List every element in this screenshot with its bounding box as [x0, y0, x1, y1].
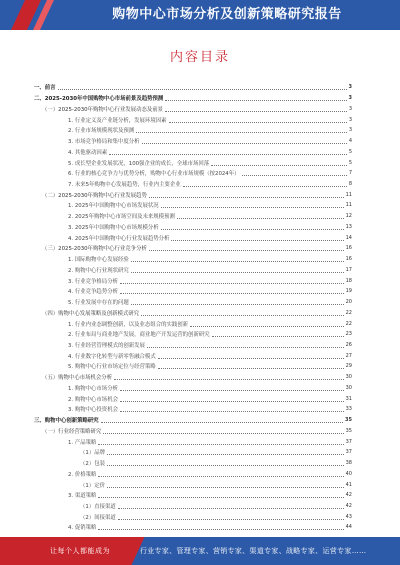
toc-entry[interactable] — [34, 318, 352, 329]
toc-entry[interactable] — [34, 479, 352, 490]
toc-entry[interactable] — [34, 415, 352, 426]
toc-entry[interactable] — [34, 243, 352, 254]
toc-entry[interactable] — [34, 404, 352, 415]
toc-entry[interactable] — [34, 286, 352, 297]
toc-entry[interactable] — [34, 511, 352, 522]
toc-entry-label: 2. 购物中心市场机会 — [68, 396, 118, 403]
toc-dot-leader — [107, 464, 344, 466]
footer-slogan-left: 让每个人都能成为 — [50, 547, 110, 555]
toc-dot-leader — [58, 88, 347, 90]
toc-entry-label: （2）包装 — [80, 461, 105, 468]
toc-entry[interactable] — [34, 189, 352, 200]
toc-dot-leader — [98, 496, 343, 498]
toc-entry-page: 40 — [345, 470, 352, 477]
toc-dot-leader — [183, 185, 347, 187]
toc-dot-leader — [131, 260, 344, 262]
toc-entry-page: 3 — [348, 105, 352, 112]
toc-entry[interactable] — [34, 146, 352, 157]
toc-entry-page: 14 — [345, 234, 352, 241]
toc-entry-label: 4. 2025年中国购物中心行业发展趋势分析 — [68, 235, 170, 242]
toc-entry-page: 42 — [345, 503, 352, 509]
toc-dot-leader — [98, 443, 343, 445]
toc-dot-leader — [120, 400, 344, 402]
toc-dot-leader — [109, 153, 347, 155]
toc-dot-leader — [101, 421, 343, 423]
toc-entry[interactable] — [34, 361, 352, 372]
toc-entry-label: 3. 行业经营管理模式的创新发展 — [68, 342, 145, 349]
toc-entry[interactable] — [34, 254, 352, 265]
toc-entry-label: 5. 成长型企业发展状况，100强企业的成长，全球市场回落 — [68, 160, 210, 167]
toc-entry-label: （二）2025-2030年购物中心行业发展趋势 — [42, 192, 147, 199]
toc-entry-page: 35 — [345, 427, 352, 434]
toc-entry-page: 16 — [345, 245, 352, 252]
toc-dot-leader — [165, 110, 347, 112]
toc-entry-label: 2. 行业市场规模现状及预测 — [68, 128, 135, 135]
toc-entry[interactable] — [34, 447, 352, 458]
toc-dot-leader — [161, 206, 344, 208]
toc-dot-leader — [131, 271, 344, 273]
toc-entry[interactable] — [34, 340, 352, 351]
toc-entry[interactable] — [34, 436, 352, 447]
toc-entry[interactable] — [34, 426, 352, 437]
toc-entry-page: 30 — [345, 384, 352, 391]
toc-entry-label: 3. 购物中心投资机会 — [68, 407, 118, 414]
toc-entry-label: 2. 购物中心行业现状研究 — [68, 267, 129, 274]
toc-entry-page: 35 — [345, 417, 352, 424]
toc-dot-leader — [118, 518, 344, 520]
toc-dot-leader — [120, 410, 344, 412]
toc-entry[interactable] — [34, 275, 352, 286]
toc-entry[interactable] — [34, 222, 352, 233]
header-banner — [0, 0, 400, 30]
toc-entry-label: 2. 行业布局与商业地产发展，商业地产开发运营的创新研究 — [68, 332, 210, 339]
toc-entry-label: （1）直接渠道 — [80, 504, 116, 510]
toc-entry-label: 2. 2025年购物中心市场空间及未来规模预测 — [68, 214, 175, 221]
toc-entry-label: （一）2025-2030年购物中心行业发展动态及前景 — [42, 106, 164, 113]
document-title: 购物中心市场分析及创新策略研究报告 — [112, 7, 342, 22]
toc-entry-page: 29 — [345, 363, 352, 370]
toc-dot-leader — [158, 357, 344, 359]
toc-entry[interactable] — [34, 168, 352, 179]
toc-dot-leader — [136, 131, 347, 133]
toc-entry-label: （五）购物中心市场机会分析 — [42, 375, 113, 382]
toc-entry[interactable] — [34, 93, 352, 104]
toc-entry-label: 4. 行业竞争趋势分析 — [68, 289, 118, 296]
toc-entry-page: 20 — [345, 299, 352, 306]
toc-entry-page: 12 — [345, 213, 352, 220]
toc-entry-page: 3 — [348, 127, 352, 134]
toc-dot-leader — [177, 217, 344, 219]
toc-entry[interactable] — [34, 383, 352, 394]
toc-entry-label: 4. 促销策略 — [68, 525, 97, 532]
toc-dot-leader — [149, 196, 344, 198]
toc-entry-label: 1. 行业定义及产业链分析，发展环境因素 — [68, 117, 167, 124]
toc-heading: 内容目录 — [169, 50, 230, 65]
toc-entry-label: 3. 2025年中国购物中心市场规模分析 — [68, 224, 159, 231]
toc-entry-label: 2. 价格策略 — [68, 471, 97, 478]
toc-dot-leader — [107, 486, 344, 488]
toc-entry-page: 17 — [345, 266, 352, 273]
toc-entry[interactable] — [34, 307, 352, 318]
toc-entry[interactable] — [34, 501, 352, 512]
toc-entry-label: 一、前言 — [34, 85, 56, 92]
toc-entry[interactable] — [34, 372, 352, 383]
toc-entry-label: 1. 国际购物中心发展经验 — [68, 257, 129, 264]
toc-entry-label: 3. 市场竞争格局和集中度分析 — [68, 139, 140, 146]
toc-entry[interactable] — [34, 297, 352, 308]
toc-entry-label: 6. 行业的核心竞争力与优势分析，购物中心行业市场规模（按2024年） — [68, 171, 240, 178]
toc-entry[interactable] — [34, 458, 352, 469]
toc-dot-leader — [120, 292, 344, 294]
toc-entry[interactable] — [34, 125, 352, 136]
toc-entry-page: 11 — [345, 202, 352, 209]
toc-dot-leader — [165, 99, 346, 101]
toc-entry-label: （三）2025-2030年购物中心行业竞争分析 — [42, 246, 147, 253]
toc-dot-leader — [114, 378, 344, 380]
toc-entry[interactable] — [34, 103, 352, 114]
toc-entry-label: 7. 未来5年购物中心发展趋势，行业内主要企业 — [68, 181, 181, 188]
toc-entry[interactable] — [34, 114, 352, 125]
toc-entry-page: 8 — [348, 180, 352, 187]
toc-dot-leader — [98, 528, 343, 530]
toc-entry-page: 3 — [348, 84, 352, 91]
toc-entry-page: 26 — [345, 341, 352, 348]
footer-slogan-right: 行业专家、管理专家、营销专家、渠道专家、战略专家、运营专家…… — [140, 547, 367, 555]
toc-entry-page: 22 — [345, 320, 352, 327]
toc-entry-page: 37 — [345, 438, 352, 445]
toc-entry-page: 7 — [348, 170, 352, 177]
toc-entry[interactable] — [34, 82, 352, 93]
toc-entry-label: 三、购物中心创新策略研究 — [34, 418, 99, 425]
toc-entry-page: 33 — [345, 406, 352, 413]
toc-entry-label: 1. 购物中心市场分析 — [68, 385, 118, 392]
toc-entry-page: 31 — [345, 395, 352, 402]
toc-dot-leader — [149, 249, 344, 251]
toc-dot-leader — [212, 335, 344, 337]
toc-dot-leader — [131, 303, 344, 305]
toc-entry[interactable] — [34, 468, 352, 479]
toc-entry[interactable] — [34, 136, 352, 147]
toc-entry-label: 1. 产品策略 — [68, 439, 97, 446]
toc-entry[interactable] — [34, 232, 352, 243]
toc-dot-leader — [158, 367, 344, 369]
toc-entry-page: 3 — [348, 116, 352, 123]
toc-entry-label: （1）品牌 — [80, 450, 105, 457]
toc-dot-leader — [190, 325, 344, 327]
toc-entry-page: 11 — [345, 191, 352, 198]
toc-entry-page: 13 — [345, 223, 352, 230]
toc-dot-leader — [211, 164, 347, 166]
table-of-contents — [34, 82, 352, 533]
toc-entry-page: 23 — [345, 331, 352, 338]
toc-dot-leader — [98, 475, 343, 477]
toc-dot-leader — [107, 453, 344, 455]
toc-entry-page: 38 — [345, 460, 352, 467]
toc-entry-label: 4. 其他驱动因素 — [68, 149, 108, 156]
toc-entry-page: 18 — [345, 277, 352, 284]
footer-banner — [0, 537, 400, 565]
toc-entry[interactable] — [34, 393, 352, 404]
toc-entry[interactable] — [34, 157, 352, 168]
toc-dot-leader — [103, 432, 343, 434]
toc-dot-leader — [120, 282, 344, 284]
toc-dot-leader — [147, 346, 344, 348]
toc-entry[interactable] — [34, 490, 352, 501]
toc-entry[interactable] — [34, 522, 352, 533]
toc-entry-page: 22 — [345, 309, 352, 316]
toc-dot-leader — [169, 121, 347, 123]
toc-dot-leader — [171, 239, 343, 241]
toc-entry-page: 37 — [345, 449, 352, 456]
toc-dot-leader — [242, 174, 347, 176]
toc-dot-leader — [118, 507, 344, 509]
toc-entry-label: 1. 2025年中国购物中心市场发展状况 — [68, 203, 159, 210]
toc-dot-leader — [142, 142, 347, 144]
toc-entry-label: 5. 购物中心行业市场定位与经营策略 — [68, 364, 156, 371]
toc-entry-page: 30 — [345, 374, 352, 381]
toc-entry-page: 19 — [345, 288, 352, 295]
toc-entry[interactable] — [34, 179, 352, 190]
toc-entry-page: 4 — [348, 138, 352, 145]
toc-entry-page: 5 — [348, 159, 352, 166]
toc-entry-page: 5 — [348, 148, 352, 155]
toc-dot-leader — [141, 314, 344, 316]
toc-entry[interactable] — [34, 329, 352, 340]
toc-entry-label: 1. 行业内业态调整创新，以及业态组合的实践创新 — [68, 321, 189, 328]
toc-entry[interactable] — [34, 350, 352, 361]
toc-entry-page: 3 — [348, 95, 352, 102]
toc-entry-label: 5. 行业发展中存在的问题 — [68, 300, 129, 307]
toc-entry-label: 3. 渠道策略 — [68, 493, 97, 500]
toc-entry-page: 41 — [345, 481, 352, 488]
toc-entry-label: （一）行业经营策略研究 — [42, 428, 102, 435]
toc-entry-page: 42 — [345, 492, 352, 499]
toc-entry[interactable] — [34, 264, 352, 275]
toc-entry[interactable] — [34, 200, 352, 211]
toc-entry-page: 27 — [345, 352, 352, 359]
toc-dot-leader — [161, 228, 344, 230]
toc-entry-label: （四）购物中心发展策略及创新模式研究 — [42, 310, 140, 317]
toc-entry-page: 43 — [345, 513, 352, 520]
toc-entry-label: （2）间接渠道 — [80, 514, 116, 521]
toc-entry-page: 16 — [345, 256, 352, 263]
toc-entry[interactable] — [34, 211, 352, 222]
toc-entry-label: （1）定价 — [80, 482, 105, 489]
toc-entry-label: 4. 行业数字化转型与新零售融合模式 — [68, 353, 156, 360]
toc-dot-leader — [120, 389, 344, 391]
toc-entry-page: 44 — [345, 524, 352, 531]
toc-entry-label: 二、2025-2030年中国购物中心市场前景及趋势预测 — [34, 96, 164, 103]
toc-entry-label: 3. 行业竞争格局分析 — [68, 278, 118, 285]
